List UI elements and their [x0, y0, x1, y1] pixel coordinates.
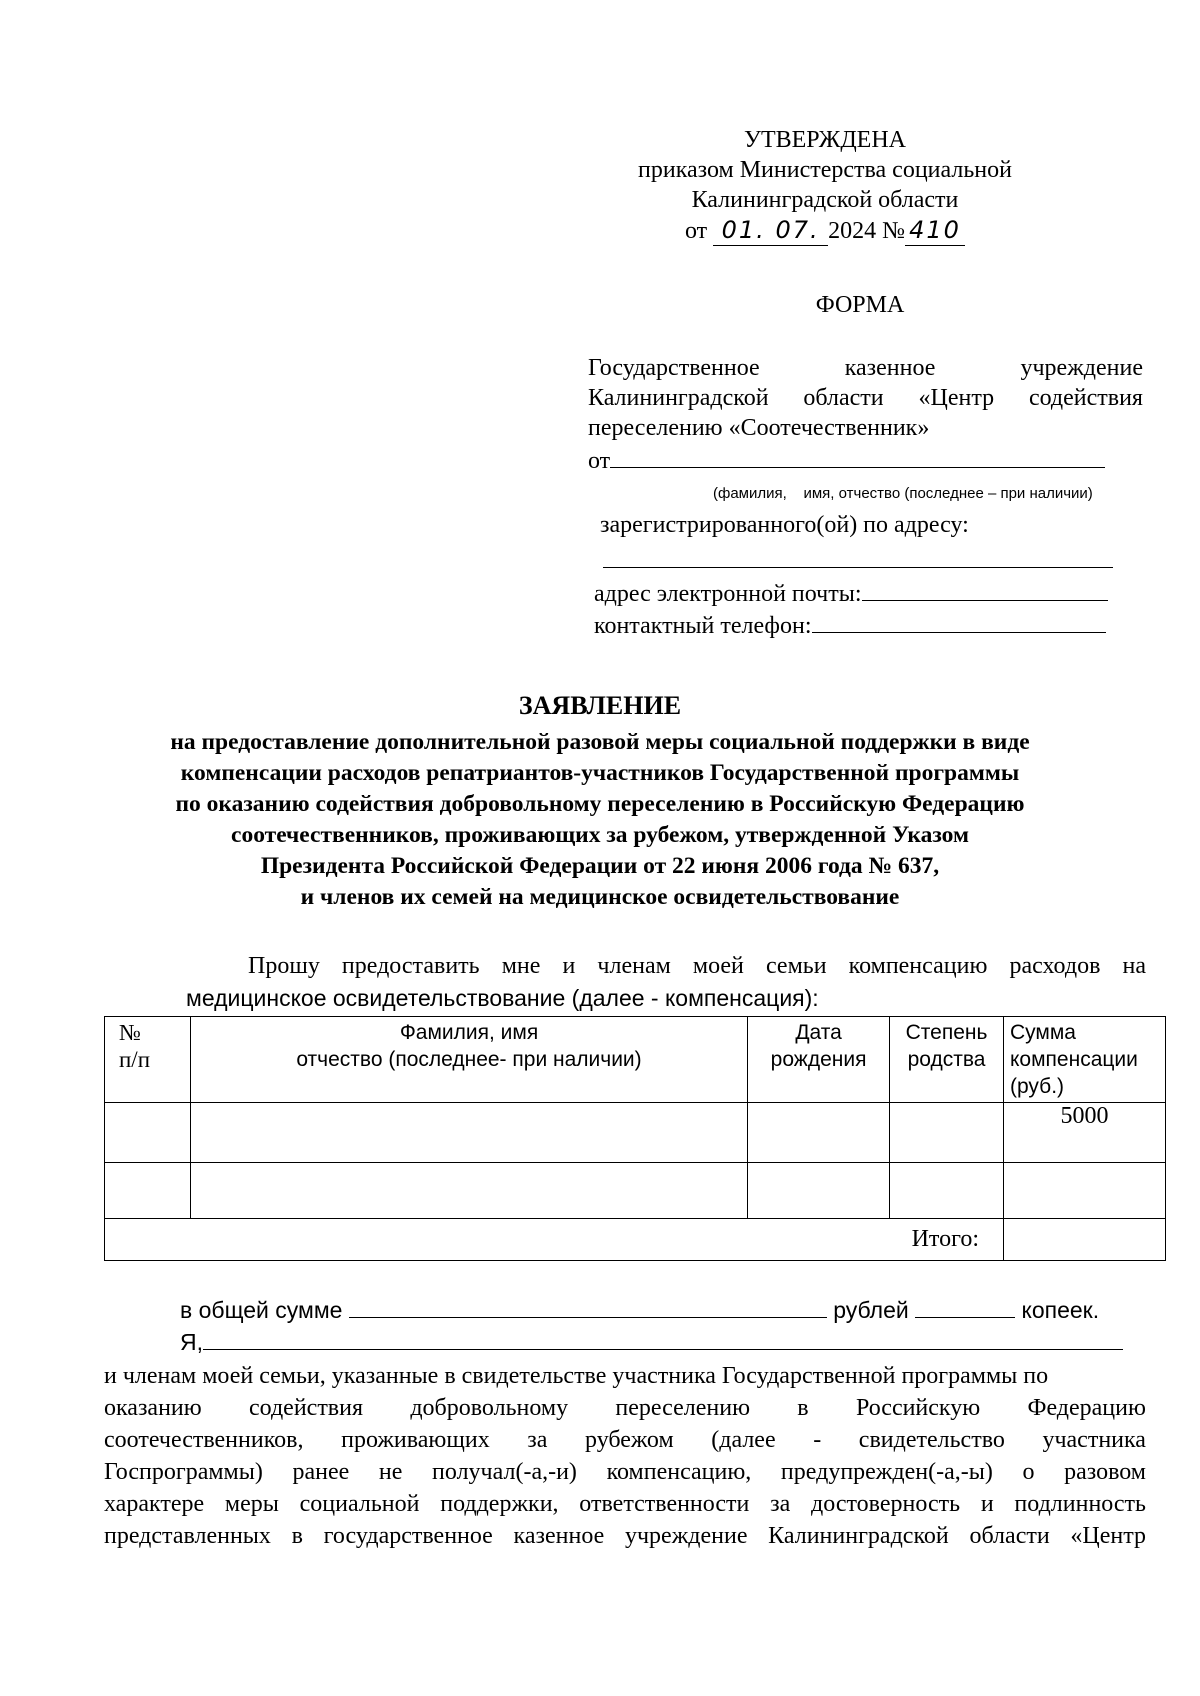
cell-number[interactable] — [105, 1103, 191, 1163]
name-field-caption: (фамилия, имя, отчество (последнее – при наличии) — [713, 485, 1093, 502]
email-label: адрес электронной почты: — [594, 581, 862, 607]
cell-name[interactable] — [190, 1103, 747, 1163]
declaration-line-4: Госпрограммы) ранее не получал(-а,-и) компенсацию, предупрежден(-а,-ы) о разовом — [104, 1459, 1146, 1485]
email-field[interactable] — [862, 576, 1108, 601]
declarant-row: Я, — [180, 1326, 1123, 1358]
approval-date-handwritten: 01. 07. — [713, 215, 828, 246]
addressee-line-3: переселению «Соотечественник» — [588, 415, 930, 441]
sum-rubles-field[interactable] — [349, 1295, 827, 1318]
approval-year: 2024 — [828, 218, 877, 244]
compensation-table — [104, 1016, 1166, 1261]
header-amount: Сумма компенсации (руб.) — [1004, 1017, 1166, 1103]
sum-line: в общей сумме рублей копеек. — [180, 1297, 1100, 1323]
approval-block — [600, 125, 1050, 246]
phone-row — [594, 608, 1106, 641]
declaration-line-2: оказанию содействия добровольному переселению в Российскую Федерацию — [104, 1395, 1146, 1421]
sum-kopecks-field[interactable] — [915, 1295, 1015, 1318]
header-number: № п/п — [105, 1017, 191, 1103]
declaration-line-3: соотечественников, проживающих за рубежом (далее - свидетельство участника — [104, 1427, 1146, 1453]
cell-number[interactable] — [105, 1163, 191, 1219]
declarant-name-field[interactable] — [203, 1327, 1123, 1350]
table-row — [105, 1103, 1166, 1163]
from-field-row: от — [588, 443, 1143, 476]
header-relation: Степень родства — [890, 1017, 1004, 1103]
addressee-block — [588, 353, 1143, 476]
cell-relation[interactable] — [890, 1163, 1004, 1219]
from-name-field[interactable] — [610, 443, 1105, 468]
email-row — [594, 576, 1108, 609]
declaration-line-6: представленных в государственное казенное учреждение Калининградской области «Центр — [104, 1523, 1146, 1549]
phone-field[interactable] — [812, 608, 1106, 633]
phone-label: контактный телефон: — [594, 613, 812, 639]
statement-subtitle: на предоставление дополнительной разовой меры социальной поддержки в виде компенсации расходов репатриантов-участников Государственной программы по оказанию содействия добровольному переселению в Российскую Федерацию соотечественников, проживающих за рубежом, утвержденной Указом Президента Российской Федерации от 22 июня 2006 года № 637, и членов их семей на медицинское освидетельствование — [170, 729, 1030, 910]
declaration-paragraph — [104, 1360, 1146, 1552]
cell-amount[interactable]: 5000 — [1004, 1103, 1166, 1163]
table-header-row — [105, 1017, 1166, 1103]
table-row — [105, 1163, 1166, 1219]
addressee-line-1: Государственное казенное учреждение — [588, 355, 1143, 381]
cell-birthdate[interactable] — [748, 1163, 890, 1219]
statement-title: ЗАЯВЛЕНИЕ — [518, 691, 682, 720]
total-value[interactable] — [1004, 1219, 1166, 1261]
request-line-1: Прошу предоставить мне и членам моей семьи компенсацию расходов на — [248, 953, 1146, 979]
form-label: ФОРМА — [815, 292, 905, 318]
approval-number-handwritten: 410 — [905, 215, 965, 246]
header-name: Фамилия, имя отчество (последнее- при наличии) — [190, 1017, 747, 1103]
approval-date-line: от 01. 07. 2024 № 410 — [600, 215, 1050, 246]
addressee-line-2: Калининградской области «Центр содействия — [588, 385, 1143, 411]
cell-relation[interactable] — [890, 1103, 1004, 1163]
header-birthdate: Дата рождения — [748, 1017, 890, 1103]
declaration-line-5: характере меры социальной поддержки, ответственности за достоверность и подлинность — [104, 1491, 1146, 1517]
cell-amount[interactable] — [1004, 1163, 1166, 1219]
cell-birthdate[interactable] — [748, 1103, 890, 1163]
registered-label: зарегистрированного(ой) по адресу: — [600, 512, 969, 538]
request-line-2: медицинское освидетельствование (далее - компенсация): — [186, 985, 819, 1011]
approval-region-line: Калининградской области — [691, 187, 959, 213]
declaration-line-1: и членам моей семьи, указанные в свидетельстве участника Государственной программы по — [104, 1363, 1049, 1389]
cell-name[interactable] — [190, 1163, 747, 1219]
total-label: Итого: — [105, 1219, 1004, 1261]
approval-order-line: приказом Министерства социальной — [638, 157, 1012, 183]
approval-title: УТВЕРЖДЕНА — [743, 127, 907, 153]
address-field[interactable] — [603, 567, 1113, 568]
table-total-row — [105, 1219, 1166, 1261]
